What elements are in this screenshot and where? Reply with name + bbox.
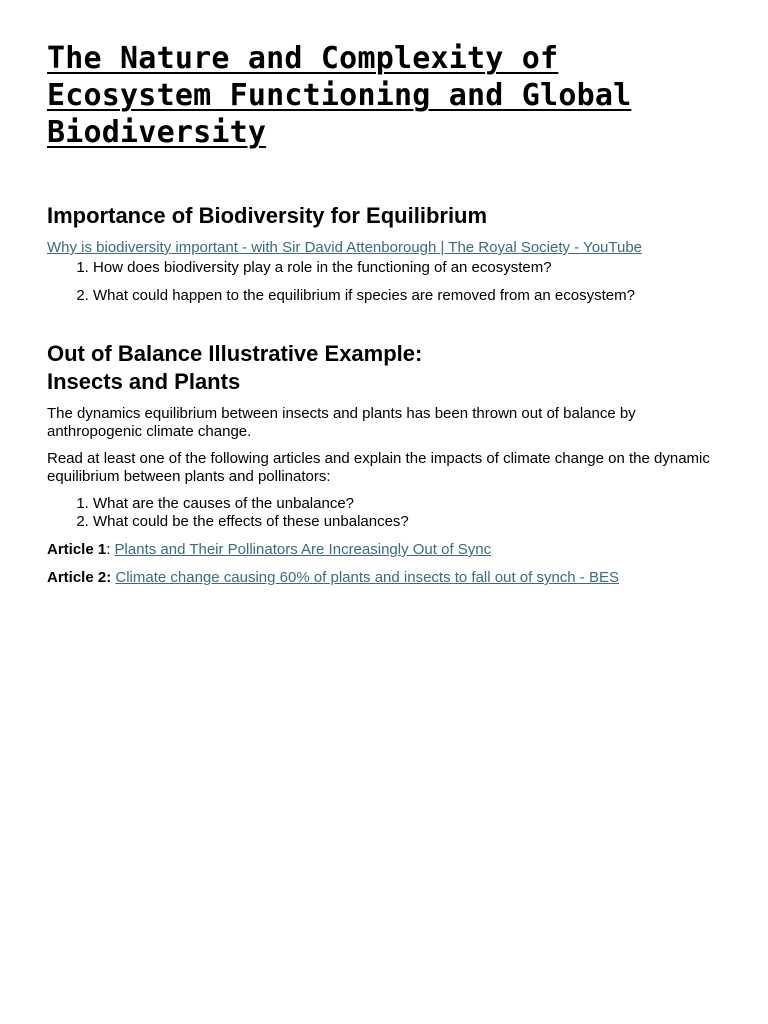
document-title-line-2: Ecosystem Functioning and Global	[47, 78, 632, 113]
list-item: 2. What could happen to the equilibrium if species are removed from an ecosystem?	[93, 287, 727, 305]
article-1-row	[47, 541, 727, 559]
list-item: 2. What could be the effects of these unbalances?	[93, 513, 727, 531]
article-2-label: Article 2:	[47, 569, 112, 586]
balance-question-list	[47, 495, 727, 531]
importance-heading: Importance of Biodiversity for Equilibrium	[47, 203, 488, 228]
article-2-link[interactable]: Climate change causing 60% of plants and insects to fall out of synch - BES	[115, 569, 619, 586]
attenborough-video-link[interactable]: Why is biodiversity important - with Sir David Attenborough | The Royal Society - YouTube	[47, 239, 643, 256]
importance-question-list	[47, 259, 727, 305]
document-title-line-3: Biodiversity	[47, 115, 267, 150]
document-title	[47, 40, 727, 151]
dynamics-paragraph: The dynamics equilibrium between insects and plants has been thrown out of balance by anthropogenic climate change.	[47, 405, 636, 440]
document-page	[47, 40, 727, 587]
article-2-row	[47, 569, 727, 587]
out-of-balance-heading-line-1: Out of Balance Illustrative Example:	[47, 341, 423, 366]
out-of-balance-heading-line-2: Insects and Plants	[47, 369, 241, 394]
instructions-paragraph: Read at least one of the following articles and explain the impacts of climate change on the dynamic equilibrium between plants and pollinators:	[47, 450, 710, 485]
list-item: 1. How does biodiversity play a role in the functioning of an ecosystem?	[93, 259, 727, 277]
out-of-balance-heading	[47, 340, 727, 396]
list-item: 1. What are the causes of the unbalance?	[93, 495, 727, 513]
article-1-label: Article 1	[47, 541, 107, 558]
article-1-link[interactable]: Plants and Their Pollinators Are Increasingly Out of Sync	[114, 541, 492, 558]
article-1-separator: :	[106, 541, 115, 558]
document-title-line-1: The Nature and Complexity of	[47, 41, 559, 76]
